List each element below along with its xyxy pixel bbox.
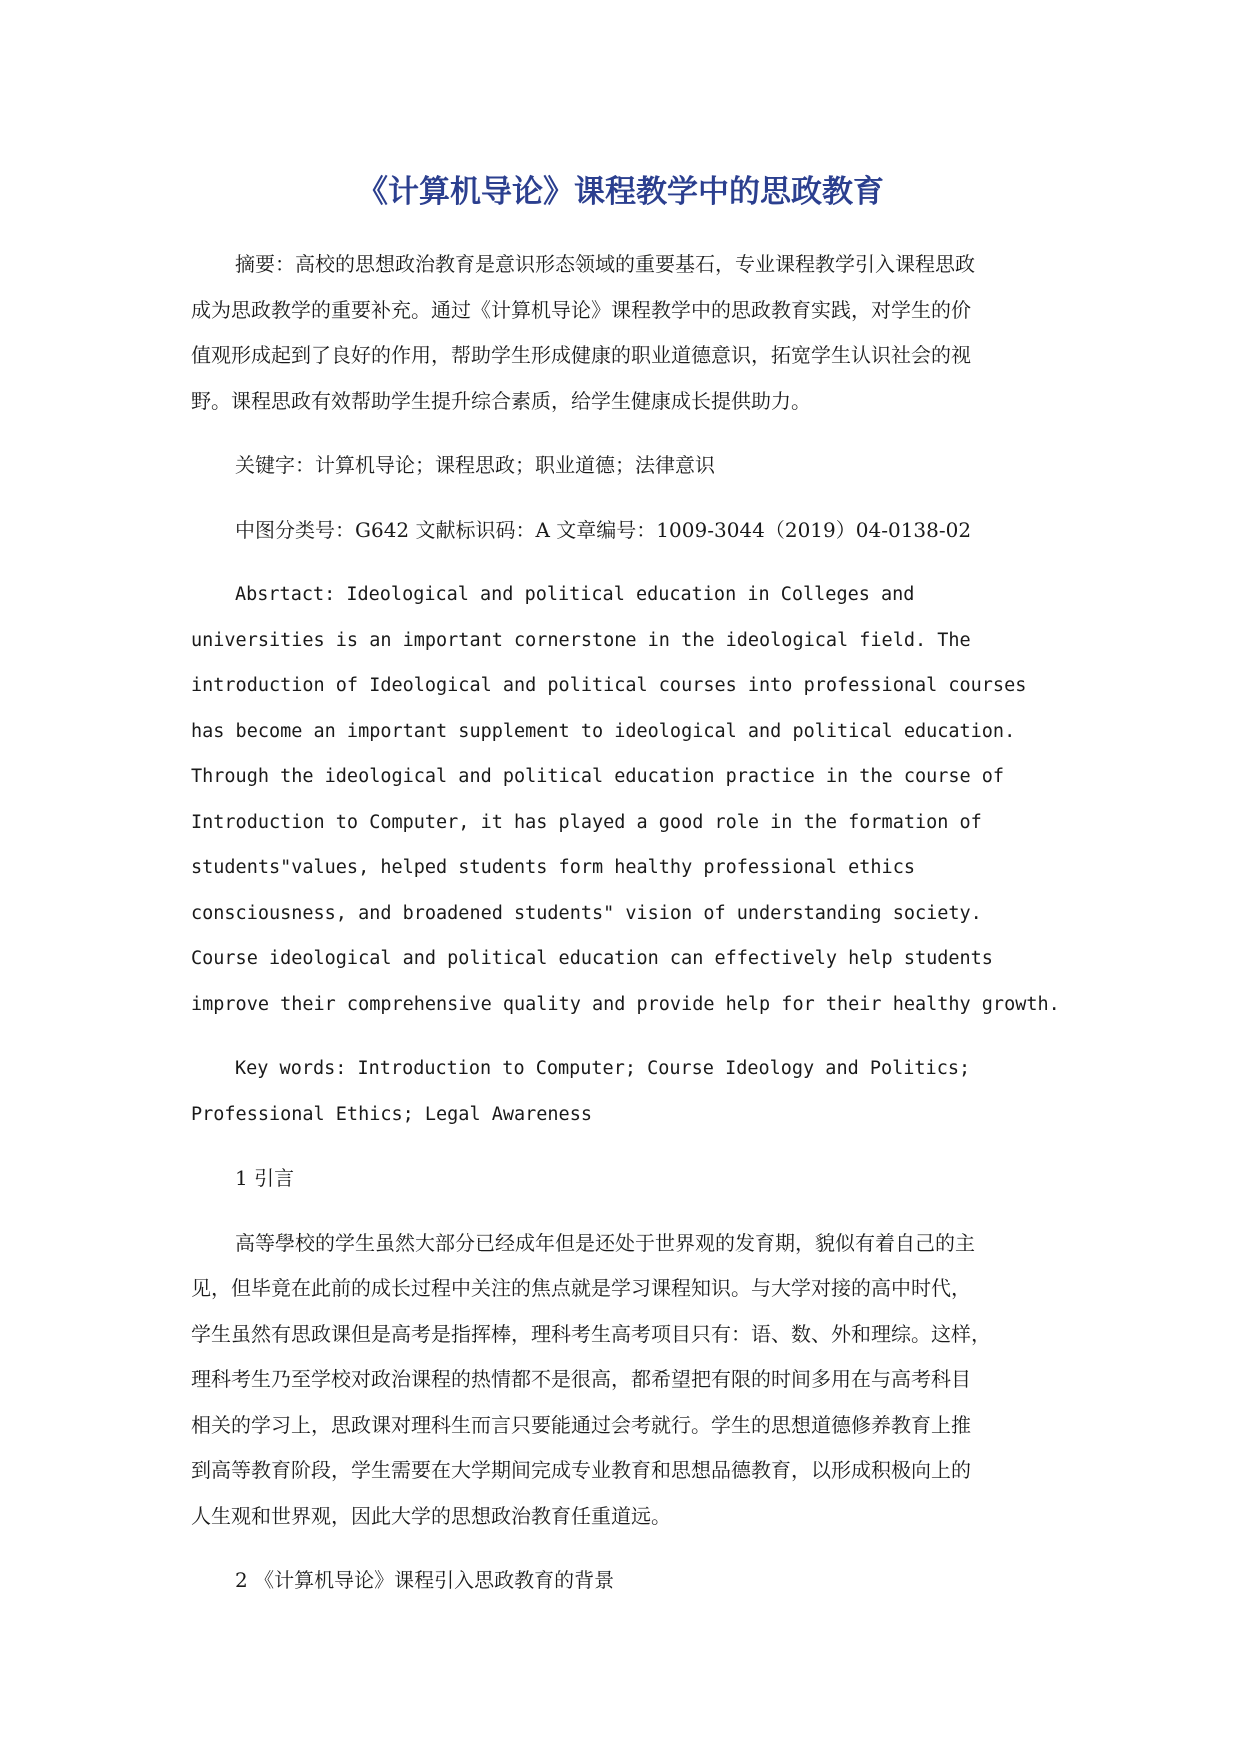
section-1-line: 相关的学习上，思政课对理科生而言只要能通过会考就行。学生的思想道德修养教育上推: [191, 1412, 971, 1437]
abstract-cn-line: 值观形成起到了良好的作用，帮助学生形成健康的职业道德意识，拓宽学生认识社会的视: [191, 343, 971, 367]
section-1-line: 学生虽然有思政课但是高考是指挥棒，理科考生高考项目只有：语、数、外和理综。这样，: [191, 1321, 991, 1346]
section-1-line: 到高等教育阶段，学生需要在大学期间完成专业教育和思想品德教育，以形成积极向上的: [191, 1458, 971, 1482]
abstract-en-line: introduction of Ideological and political courses into professional courses: [191, 675, 1027, 696]
section-1-line: 高等學校的学生虽然大部分已经成年但是还处于世界观的发育期，貌似有着自己的主: [235, 1230, 975, 1255]
abstract-en-line: Course ideological and political education can effectively help students: [191, 948, 993, 969]
classification-info: [191, 508, 1071, 554]
abstract-en-line: Through the ideological and political education practice in the course of: [191, 766, 1005, 787]
section-1-line: 人生观和世界观，因此大学的思想政治教育任重道远。: [191, 1503, 671, 1528]
abstract-en-line: Absrtact: Ideological and political education in Colleges and: [235, 584, 915, 605]
abstract-en-line: universities is an important cornerstone in the ideological field. The: [191, 629, 971, 651]
abstract-en-line: has become an important supplement to ideological and political education.: [191, 720, 1016, 742]
paper-body: [191, 242, 1071, 1623]
abstract-cn: [191, 242, 1071, 424]
paper-title: 《计算机导论》课程教学中的思政教育: [357, 174, 884, 210]
abstract-en-line: improve their comprehensive quality and provide help for their healthy growth.: [191, 993, 1060, 1015]
abstract-cn-line: 野。课程思政有效帮助学生提升综合素质，给学生健康成长提供助力。: [191, 388, 811, 413]
keywords-en: [191, 1046, 1071, 1137]
abstract-en-line: consciousness, and broadened students" vision of understanding society.: [191, 902, 982, 924]
abstract-en: [191, 572, 1071, 1027]
section-2-heading: 2 《计算机导论》课程引入思政教育的背景: [235, 1568, 615, 1592]
abstract-cn-line: 摘要：高校的思想政治教育是意识形态领域的重要基石，专业课程教学引入课程思政: [235, 252, 975, 276]
section-1-line: 理科考生乃至学校对政治课程的热情都不是很高，都希望把有限的时间多用在与高考科目: [191, 1367, 971, 1391]
abstract-en-line: Introduction to Computer, it has played a good role in the formation of: [191, 811, 982, 833]
keywords-cn-line: 关键字：计算机导论；课程思政；职业道德；法律意识: [235, 453, 715, 477]
keywords-cn: [191, 443, 1071, 489]
classification-line: 中图分类号：G642 文献标识码：A 文章编号：1009-3044（2019）04-0138-02: [235, 517, 972, 542]
abstract-cn-line: 成为思政教学的重要补充。通过《计算机导论》课程教学中的思政教育实践，对学生的价: [191, 297, 971, 322]
keywords-en-line: Professional Ethics; Legal Awareness: [191, 1103, 592, 1125]
keywords-en-line: Key words: Introduction to Computer; Course Ideology and Politics;: [235, 1058, 971, 1079]
section-1-line: 见，但毕竟在此前的成长过程中关注的焦点就是学习课程知识。与大学对接的高中时代，: [191, 1276, 971, 1300]
section-1-heading: 1 引言: [235, 1166, 295, 1190]
section-1-body: [191, 1221, 1071, 1540]
abstract-en-line: students"values, helped students form healthy professional ethics: [191, 857, 915, 878]
